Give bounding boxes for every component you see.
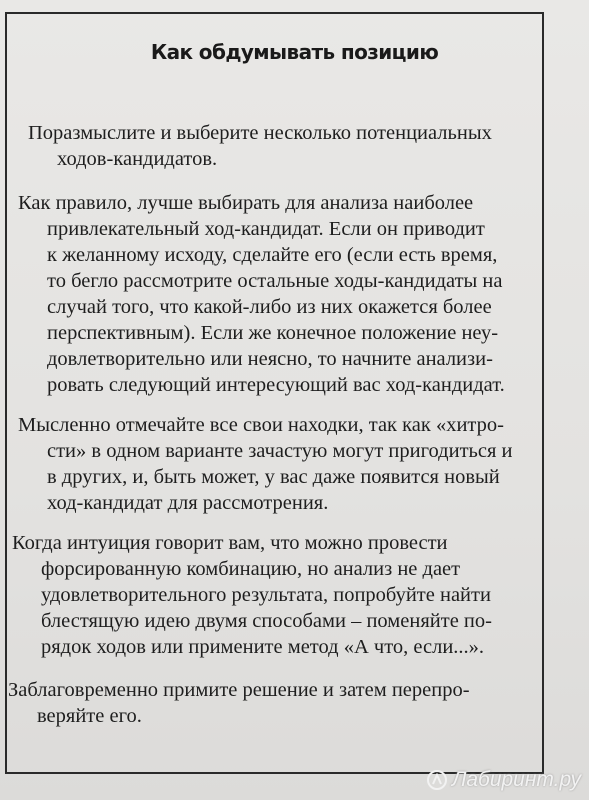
paragraph-3 (18, 412, 518, 516)
text-line: ход-кандидат для рассмотрения. (47, 492, 329, 514)
paragraph-2 (18, 190, 518, 398)
paragraph-4 (12, 530, 512, 660)
labirint-logo-icon (426, 769, 448, 791)
text-line: в других, и, быть может, у вас даже появится новый (47, 466, 500, 488)
text-line: ровать следующий интересующий вас ход-кандидат. (47, 374, 505, 396)
text-line: удовлетворительного результата, попробуйте найти (41, 584, 491, 606)
watermark (426, 768, 581, 792)
page-title: Как обдумывать позицию (150, 40, 439, 64)
text-line: Как правило, лучше выбирать для анализа наиболее (18, 192, 474, 214)
text-line: сти» в одном варианте зачастую могут пригодиться и (47, 440, 513, 462)
text-line: перспективным). Если же конечное положение неу- (47, 322, 499, 344)
text-line: Заблаговременно примите решение и затем перепро- (8, 679, 470, 701)
text-line: Поразмыслите и выберите несколько потенциальных (28, 122, 492, 144)
watermark-text: Лабиринт.ру (451, 768, 581, 791)
text-line: Когда интуиция говорит вам, что можно провести (12, 532, 448, 554)
text-line: то бегло рассмотрите остальные ходы-кандидаты на (47, 270, 503, 292)
text-line: форсированную комбинацию, но анализ не дает (41, 558, 461, 580)
text-line: рядок ходов или примените метод «А что, если...». (41, 636, 485, 658)
paragraph-1 (28, 120, 528, 172)
text-line: привлекательный ход-кандидат. Если он приводит (47, 218, 485, 240)
text-line: к желанному исходу, сделайте его (если есть время, (47, 244, 498, 266)
text-line: довлетворительно или неясно, то начните анализи- (47, 348, 493, 370)
text-line: Мысленно отмечайте все свои находки, так как «хитро- (18, 414, 504, 436)
text-line: блестящую идею двумя способами – поменяйте по- (41, 610, 492, 632)
paragraph-5 (8, 677, 508, 729)
text-line: веряйте его. (37, 705, 142, 727)
text-line: случай того, что какой-либо из них окажется более (47, 296, 492, 318)
text-line: ходов-кандидатов. (57, 148, 218, 170)
